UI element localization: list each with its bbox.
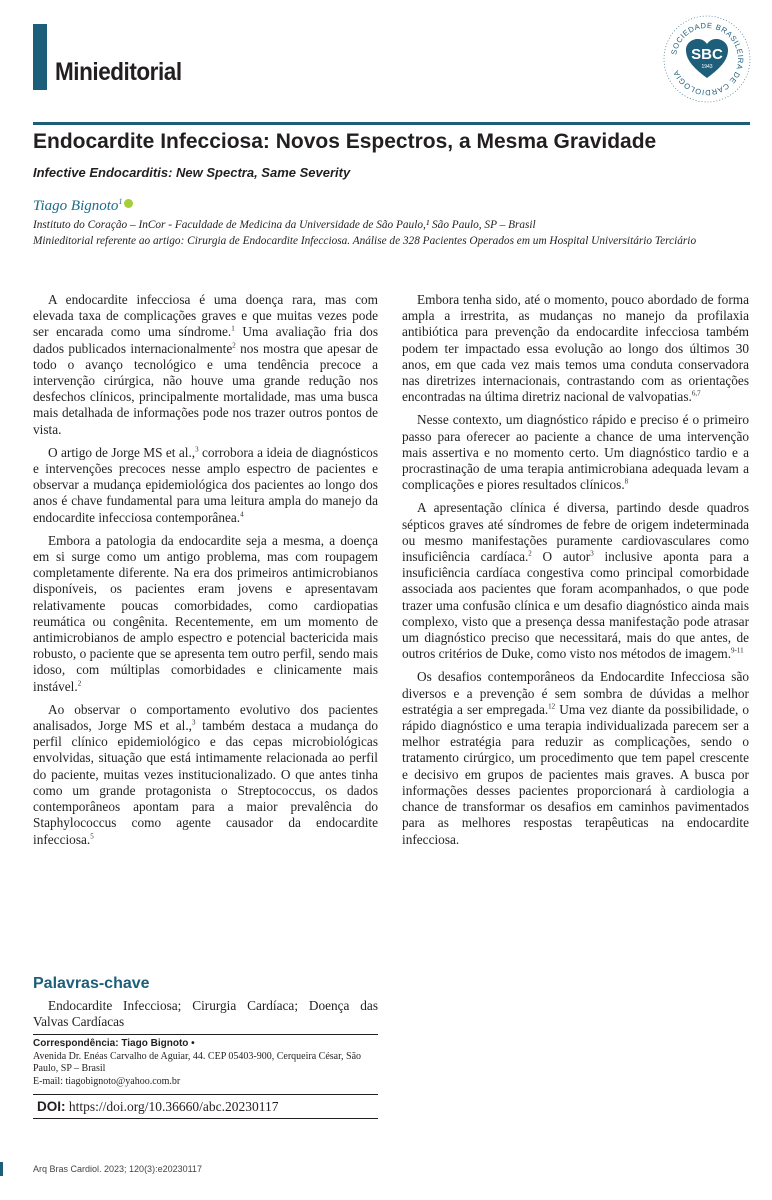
keywords-text: Endocardite Infecciosa; Cirurgia Cardíaca; Doença das Valvas Cardíacas: [33, 998, 378, 1029]
paragraph-4: Ao observar o comportamento evolutivo dos pacientes analisados, Jorge MS et al.,$^3$ também destaca a mudança do perfil clínico epidemiológico e das cepas microbiológicas envolvidas, situação que está intimamente relacionada ao perfil do paciente, muitas vezes institucionalizado. O que antes tinha como um grande protagonista o Streptococcus, os dados contemporâneos apontam para a maior prevalência do Staphylococcus como agente causador da endocardite infecciosa.$^5$: [33, 701, 378, 847]
correspondence-block: [33, 1038, 378, 1088]
section-label: Minieditorial: [55, 58, 182, 86]
section-accent-bar: [33, 24, 47, 90]
paragraph-1: A endocardite infecciosa é uma doença rara, mas com elevada taxa de complicações graves e que muitas vezes pode ser encarada como uma síndrome.$^1$ Uma avaliação fria dos dados publicados internacionalmente$^2$ nos mostra que apesar de todo o avanço tecnológico e uma tendência precoce a intervenção cirúrgica, não houve uma grande redução nos desfechos clínicos, principalmente mortalidade, mas uma busca mais detalhada de informações pode nos trazer outros pontos de vista.: [33, 292, 379, 437]
sbc-logo: [662, 14, 752, 104]
logo-year: 1943: [701, 64, 713, 70]
affiliation: Instituto do Coração – InCor - Faculdade de Medicina da Universidade de São Paulo,¹ São Paulo, SP – Brasil: [33, 219, 536, 231]
paragraph-8: Os desafios contemporâneos da Endocardite Infecciosa são diversos e a prevenção é sem sombra de dúvidas a melhor estratégia a ser empregada.$^{12}$ Uma vez diante da possibilidade, o rápido diagnóstico e uma terapia individualizada parecem ser a melhor estratégia para reduzir as complicações, sendo o tratamento cirúrgico, um procedimento que tem papel crescente e decisivo em grupos de pacientes mais graves. A busca por informações desses pacientes proporcionará à cardiologia a chance de transformar os desafios em caminhos pavimentados para as melhores respostas terapêuticas na endocardite infecciosa.: [402, 669, 749, 847]
title-rule: [33, 122, 750, 125]
footer-accent: [0, 1162, 3, 1176]
article-title: Endocardite Infecciosa: Novos Espectros, a Mesma Gravidade: [33, 130, 657, 153]
paragraph-2: O artigo de Jorge MS et al.,$^3$ corrobora a ideia de diagnósticos e intervenções precoces nesse amplo espectro de pacientes e observar a mudança epidemiológica dos pacientes ao longo dos anos é chave fundamental para uma leitura ampla do manejo da endocardite infecciosa contemporânea.$^4$: [33, 444, 378, 525]
article-subtitle: Infective Endocarditis: New Spectra, Same Severity: [33, 165, 351, 180]
author-name[interactable]: Tiago Bignoto: [33, 198, 119, 214]
right-column: [402, 292, 749, 855]
left-column: [33, 292, 378, 855]
logo-center-text: SBC: [691, 46, 723, 63]
paragraph-7: A apresentação clínica é diversa, partindo desde quadros sépticos graves até síndromes de febre de origem indeterminada ou mesmo manifestações puramente cardiovasculares como insuficiência cardíaca.$^2$ O autor$^3$ inclusive aponta para a insuficiência cardíaca congestiva como principal comorbidade associada aos pacientes que foram acompanhados, o que pode trazer uma confusão clínica e um desafio diagnóstico ainda mais complexo, visto que a presença dessa manifestação pode atrasar um diagnóstico preciso que necessitará, mais do que antes, de outros critérios de Duke, como visto nos métodos de imagem.$^{9-11}$: [402, 500, 749, 662]
correspondence-email[interactable]: E-mail: tiagobignoto@yahoo.com.br: [33, 1075, 181, 1087]
doi-rule-top: [33, 1094, 378, 1095]
keywords-title: Palavras-chave: [33, 975, 150, 992]
author-sup: 1: [118, 197, 123, 206]
reference-note: Minieditorial referente ao artigo: Cirurgia de Endocardite Infecciosa. Análise de 328 Pacientes Operados em um Hospital Universitário Terciário: [33, 235, 697, 247]
orcid-icon[interactable]: [124, 199, 133, 208]
correspondence-address: Avenida Dr. Enéas Carvalho de Aguiar, 44. CEP 05403-900, Cerqueira César, São Paulo, SP – Brasil: [33, 1050, 362, 1074]
paragraph-6: Nesse contexto, um diagnóstico rápido e preciso é o primeiro passo para oferecer ao paciente a chance de uma intervenção mais assertiva e no momento certo. Um diagnóstico tardio e a procrastinação de uma terapia antimicrobiana adequada levam a complicações e piores resultados clínicos.$^8$: [402, 412, 749, 493]
correspondence-title: Correspondência: Tiago Bignoto •: [33, 1038, 195, 1049]
doi-line: [37, 1099, 279, 1115]
logo-ring-text: SOCIEDADE BRASILEIRA DE CARDIOLOGIA: [669, 20, 746, 98]
correspondence-rule-top: [33, 1034, 378, 1035]
doi-rule-bottom: [33, 1118, 378, 1119]
doi-link[interactable]: https://doi.org/10.36660/abc.20230117: [68, 1099, 279, 1114]
doi-label: DOI:: [37, 1099, 66, 1114]
footer-citation: Arq Bras Cardiol. 2023; 120(3):e20230117: [33, 1164, 202, 1174]
paragraph-3: Embora a patologia da endocardite seja a mesma, a doença em si surge como um antigo problema, mas com roupagem completamente diferente. Na era dos primeiros antimicrobianos disponíveis, os pacientes eram jovens e apresentavam relativamente poucas comorbidades, como cardiopatias reumática ou congênita. Recentemente, em um momento de antimicrobianos de amplo espectro e potencial bactericida mais robusto, o paciente que se apresenta tem outro perfil, sendo mais idoso, com múltiplas comorbidades e clinicamente mais instável.$^2$: [33, 532, 378, 694]
paragraph-5: Embora tenha sido, até o momento, pouco abordado de forma ampla a irrestrita, as mudanças no manejo da profilaxia antibiótica para prevenção da endocardite infecciosa também podem ter impactado essa evolução ao longo dos últimos 30 anos, em que cada vez mais temos uma conduta conservadora nas diretrizes internacionais, contrastando com as orientações encontradas na última diretriz nacional de valvopatias.$^{6,7}$: [402, 292, 749, 405]
author-line: [33, 198, 133, 215]
